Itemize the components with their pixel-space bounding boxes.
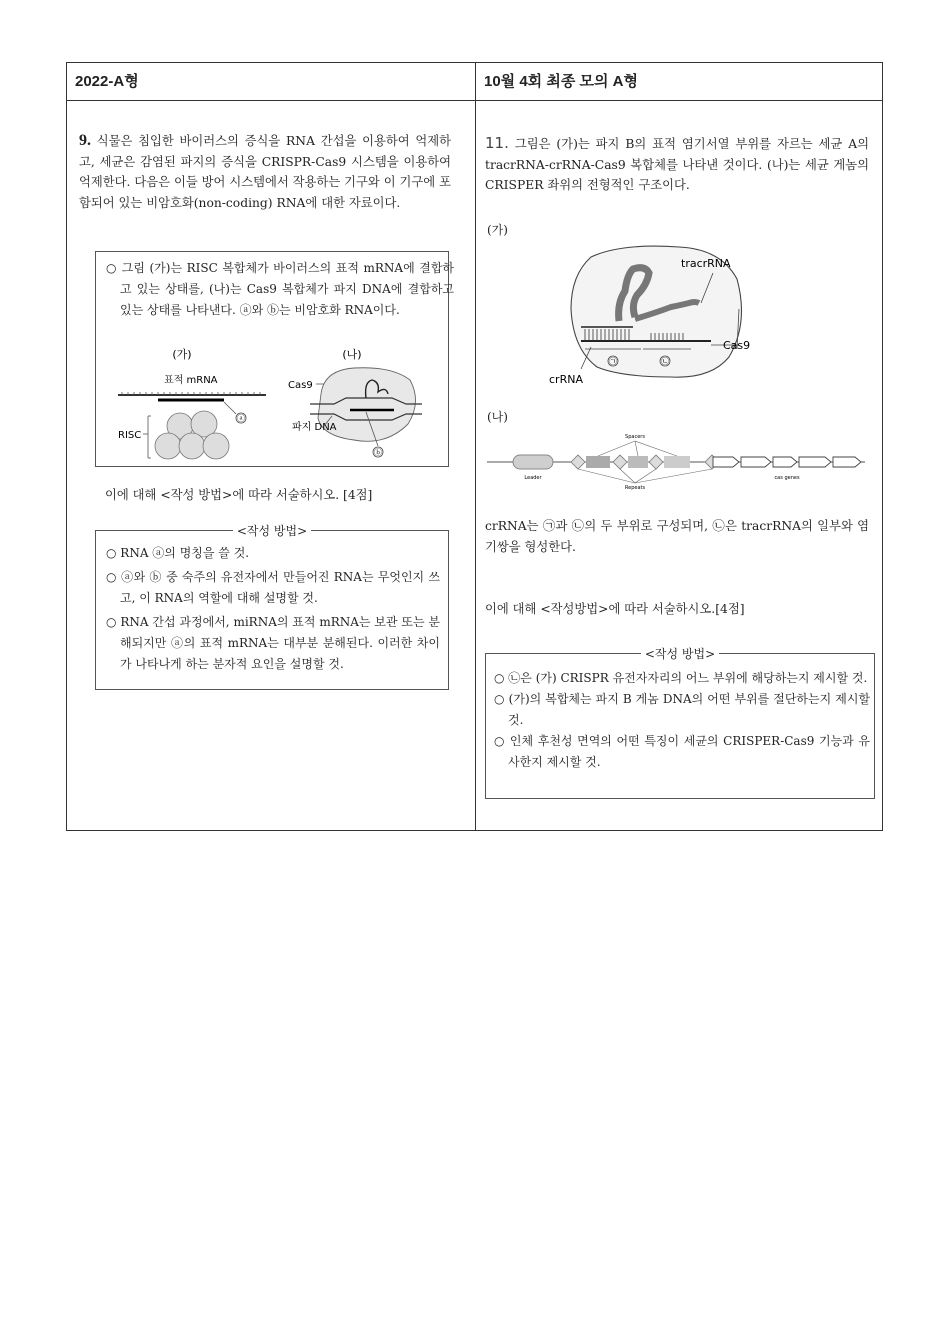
question-11-stem <box>485 133 869 196</box>
info-box-text: ○ 그림 (가)는 RISC 복합체가 바이러스의 표적 mRNA에 결합하고 있는 상태를, (나)는 Cas9 복합체가 파지 DNA에 결합하고 있는 상태를 나타낸다. ⓐ와 ⓑ는 비암호화 RNA이다. <box>106 261 454 317</box>
info-box <box>95 251 454 467</box>
spacers-label: Spacers <box>625 434 645 440</box>
figure-cas9-complex <box>549 239 761 389</box>
right-method-title <box>486 645 874 662</box>
header-right: 10월 4회 최종 모의 A형 <box>476 63 882 101</box>
spacer-2 <box>628 456 648 468</box>
cas9-label: Cas9 <box>288 380 313 391</box>
target-mrna-label: 표적 mRNA <box>164 375 218 386</box>
cas-gene-arrows <box>713 457 861 467</box>
question-9-text: 식물은 침입한 바이러스의 증식을 RNA 간섭을 이용하여 억제하고, 세균은 감염된 파지의 증식을 CRISPR-Cas9 시스템을 이용하여 억제한다. 다음은 이들 방어 시스템에서 작용하는 기구와 이 기구에 포함되어 있는 비암호화(non-coding) RNA에 대한 자료이다. <box>79 134 451 210</box>
left-method-item-1: ○ RNA ⓐ의 명칭을 쓸 것. <box>106 546 250 560</box>
crrna-label: crRNA <box>549 373 583 386</box>
fig-a-label: (가) <box>487 223 508 237</box>
left-method-title <box>96 522 448 539</box>
risc-complex <box>155 411 229 459</box>
right-method-title-text: <작성 방법> <box>641 647 719 661</box>
risc-label: RISC <box>118 430 142 441</box>
fig-label-na: (나) <box>342 348 362 361</box>
fig-b-label: (나) <box>487 410 508 424</box>
right-method-item-2: ○ (가)의 복합체는 파지 B 게놈 DNA의 어떤 부위를 절단하는지 제시할 것. <box>494 692 870 727</box>
left-method-item-2: ○ ⓐ와 ⓑ 중 숙주의 유전자에서 만들어진 RNA는 무엇인지 쓰고, 이 RNA의 역할에 대해 설명할 것. <box>106 570 440 605</box>
tracrrna-label: tracrRNA <box>681 257 731 270</box>
spacer-1 <box>586 456 610 468</box>
leader-region <box>513 455 553 469</box>
mark-a: ⓐ <box>237 414 245 423</box>
figure-crispr-locus <box>485 429 869 489</box>
left-method-box <box>95 524 449 690</box>
left-instruction: 이에 대해 <작성 방법>에 따라 서술하시오. [4점] <box>105 488 373 502</box>
question-11-text: 그림은 (가)는 파지 B의 표적 염기서열 부위를 자르는 세균 A의 tracrRNA-crRNA-Cas9 복합체를 나타낸 것이다. (나)는 세균 게놈의 CRISPER 좌위의 전형적인 구조이다. <box>485 137 869 192</box>
right-instruction: 이에 대해 <작성방법>에 따라 서술하시오.[4점] <box>485 602 745 616</box>
cas9-label-right: Cas9 <box>723 339 751 352</box>
right-method-item-1: ○ ㉡은 (가) CRISPR 유전자자리의 어느 부위에 해당하는지 제시할 것. <box>494 671 868 685</box>
question-9-stem <box>79 131 451 213</box>
spacer-3 <box>664 456 690 468</box>
left-method-items <box>106 543 440 675</box>
repeats-label: Repeats <box>624 485 646 491</box>
question-9-number: 9. <box>79 132 91 149</box>
column-divider <box>475 63 476 830</box>
left-method-item-3: ○ RNA 간섭 과정에서, miRNA의 표적 mRNA는 보관 또는 분해되지만 ⓐ의 표적 mRNA는 대부분 분해된다. 이러한 차이가 나타나게 하는 분자적 요인을 설명할 것. <box>106 615 440 671</box>
right-note: crRNA는 ㉠과 ㉡의 두 부위로 구성되며, ㉡은 tracrRNA의 일부와 염기쌍을 형성한다. <box>485 519 869 554</box>
question-11-number: 11. <box>485 134 509 152</box>
cas-genes-label: cas genes <box>774 475 800 481</box>
header-left: 2022-A형 <box>67 63 476 101</box>
left-method-title-text: <작성 방법> <box>233 524 311 538</box>
right-method-box <box>485 647 875 799</box>
region-2-mark: ㉡ <box>661 357 669 366</box>
phage-dna-label: 파지 DNA <box>292 422 337 433</box>
mark-b: ⓑ <box>374 448 382 457</box>
right-method-items <box>494 668 870 773</box>
fig-label-ga: (가) <box>172 348 192 361</box>
leader-label: Leader <box>524 475 542 481</box>
region-1-mark: ㉠ <box>609 357 617 366</box>
right-method-item-3: ○ 인체 후천성 면역의 어떤 특징이 세균의 CRISPER-Cas9 기능과 유사한지 제시할 것. <box>494 734 870 769</box>
figure-risc-cas9 <box>96 346 448 466</box>
comparison-sheet <box>66 62 883 831</box>
